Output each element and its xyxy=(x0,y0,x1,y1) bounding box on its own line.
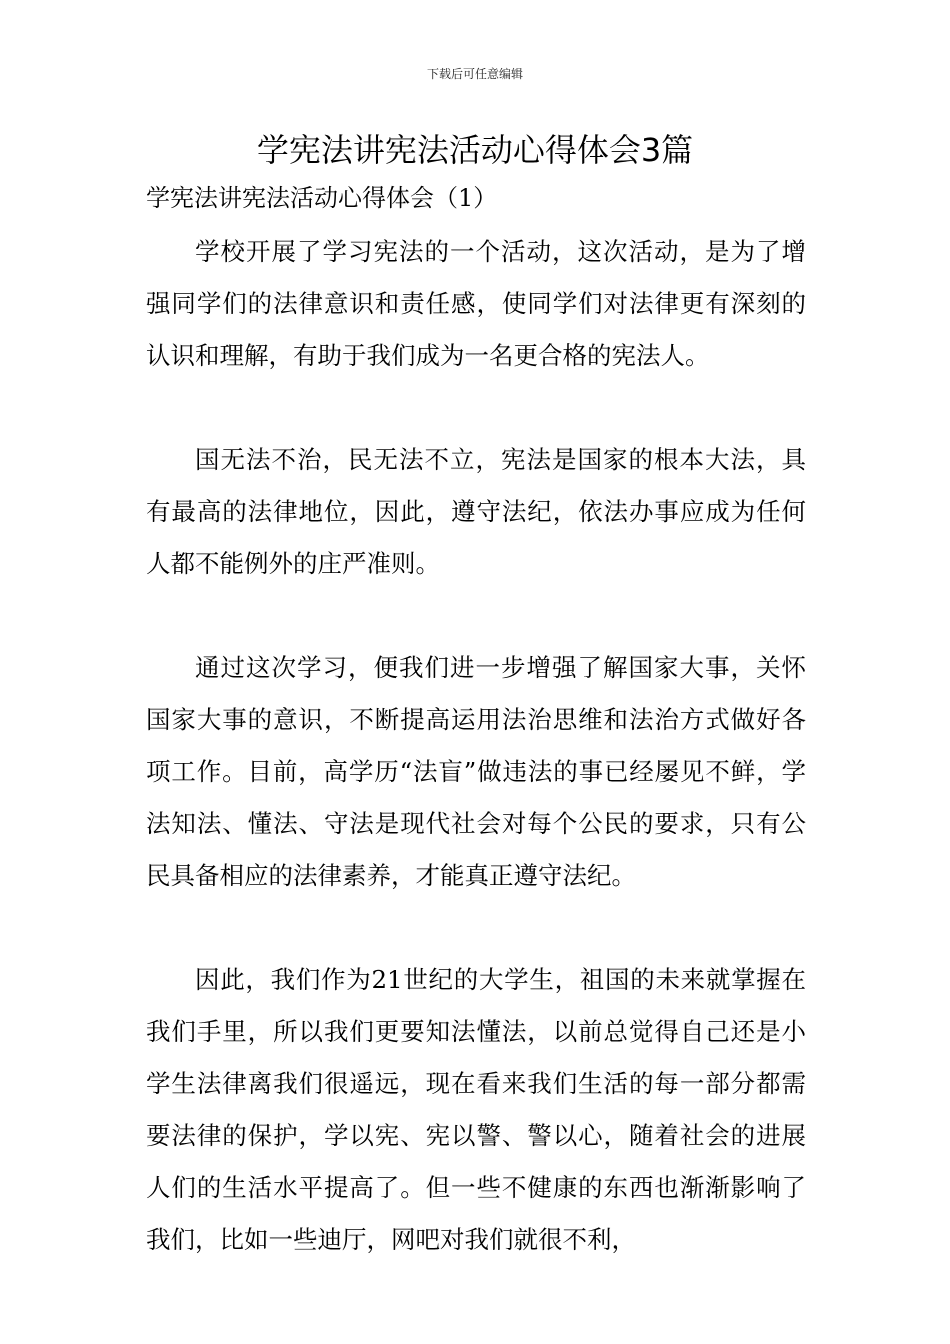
paragraph-2: 国无法不治，民无法不立，宪法是国家的根本大法，具有最高的法律地位，因此，遵守法纪，依法办事应成为任何人都不能例外的庄严准则。 xyxy=(146,445,806,578)
document-title: 学宪法讲宪法活动心得体会3篇 xyxy=(256,131,694,169)
document-body xyxy=(146,226,806,1318)
section-heading: 学宪法讲宪法活动心得体会（1） xyxy=(146,184,498,212)
paragraph-1: 学校开展了学习宪法的一个活动，这次活动，是为了增强同学们的法律意识和责任感，使同学们对法律更有深刻的认识和理解，有助于我们成为一名更合格的宪法人。 xyxy=(146,237,806,370)
header-note: 下载后可任意编辑 xyxy=(426,67,523,81)
paragraph-3: 通过这次学习，便我们进一步增强了解国家大事，关怀国家大事的意识，不断提高运用法治思维和法治方式做好各项工作。目前，高学历“法盲”做违法的事已经屡见不鲜，学法知法、懂法、守法是现代社会对每个公民的要求，只有公民具备相应的法律素养，才能真正遵守法纪。 xyxy=(146,653,806,890)
paragraph-4: 因此，我们作为21世纪的大学生，祖国的未来就掌握在我们手里，所以我们更要知法懂法，以前总觉得自己还是小学生法律离我们很遥远，现在看来我们生活的每一部分都需要法律的保护，学以宪、宪以警、警以心，随着社会的进展人们的生活水平提高了。但一些不健康的东西也渐渐影响了我们，比如一些迪厅，网吧对我们就很不利， xyxy=(146,965,806,1254)
